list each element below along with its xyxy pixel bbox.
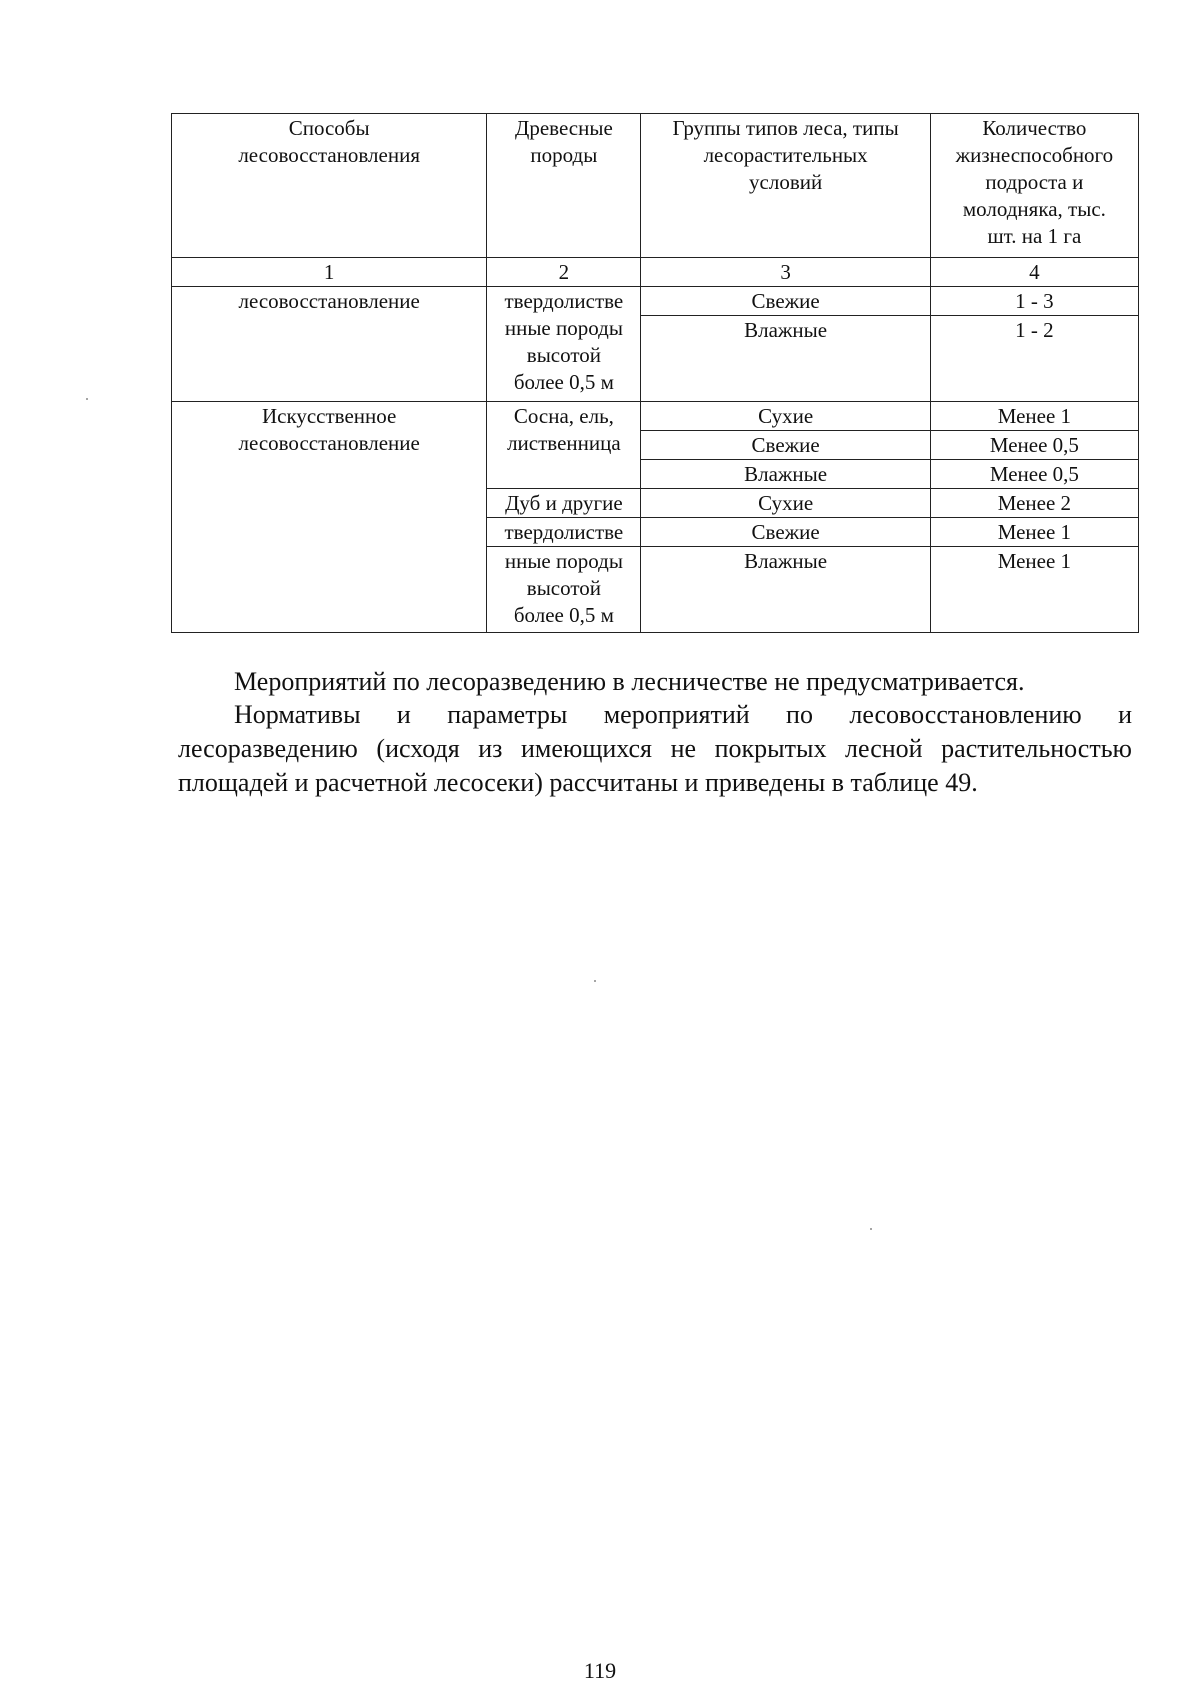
scan-speck xyxy=(86,398,88,400)
quantity-cell: Менее 1 xyxy=(930,402,1138,431)
reforestation-norms-table xyxy=(171,113,1139,633)
conditions-cell: Сухие xyxy=(641,402,930,431)
header-forest-types: Группы типов леса, типы лесорастительных условий xyxy=(641,114,930,258)
table-column-numbers-row xyxy=(172,258,1139,287)
scan-speck xyxy=(870,1228,872,1230)
conditions-cell: Влажные xyxy=(641,547,930,633)
column-number: 1 xyxy=(172,258,487,287)
column-number: 2 xyxy=(487,258,641,287)
quantity-cell: 1 - 2 xyxy=(930,316,1138,402)
table-row xyxy=(172,402,1139,431)
paragraph-norms-reference: Нормативы и параметры мероприятий по лесовосстановлению и лесоразведению (исходя из имеющихся не покрытых лесной растительностью площадей и расчетной лесосеки) рассчитаны и приведены в таблице 49. xyxy=(178,700,1132,797)
species-cell: Дуб и другие xyxy=(487,489,641,518)
column-number: 4 xyxy=(930,258,1138,287)
conditions-cell: Свежие xyxy=(641,431,930,460)
species-cell: Сосна, ель, лиственница xyxy=(487,402,641,489)
method-cell: лесовосстановление xyxy=(172,287,487,402)
page-number: 119 xyxy=(583,1658,617,1683)
paragraph-no-afforestation: Мероприятий по лесоразведению в лесничестве не предусматривается. xyxy=(234,667,1025,696)
conditions-cell: Влажные xyxy=(641,316,930,402)
quantity-cell: Менее 0,5 xyxy=(930,431,1138,460)
species-cell: твердолистве xyxy=(487,518,641,547)
quantity-cell: Менее 1 xyxy=(930,518,1138,547)
quantity-cell: 1 - 3 xyxy=(930,287,1138,316)
conditions-cell: Сухие xyxy=(641,489,930,518)
scan-speck xyxy=(594,980,596,982)
table-header-row xyxy=(172,114,1139,258)
column-number: 3 xyxy=(641,258,930,287)
quantity-cell: Менее 0,5 xyxy=(930,460,1138,489)
header-quantity: Количество жизнеспособного подроста и молодняка, тыс. шт. на 1 га xyxy=(930,114,1138,258)
conditions-cell: Влажные xyxy=(641,460,930,489)
quantity-cell: Менее 2 xyxy=(930,489,1138,518)
header-species: Древесные породы xyxy=(487,114,641,258)
conditions-cell: Свежие xyxy=(641,518,930,547)
quantity-cell: Менее 1 xyxy=(930,547,1138,633)
conditions-cell: Свежие xyxy=(641,287,930,316)
species-cell: нные породы высотой более 0,5 м xyxy=(487,547,641,633)
table-row xyxy=(172,287,1139,316)
species-cell: твердолистве нные породы высотой более 0,5 м xyxy=(487,287,641,402)
method-cell: Искусственное лесовосстановление xyxy=(172,402,487,633)
header-method: Способы лесовосстановления xyxy=(172,114,487,258)
